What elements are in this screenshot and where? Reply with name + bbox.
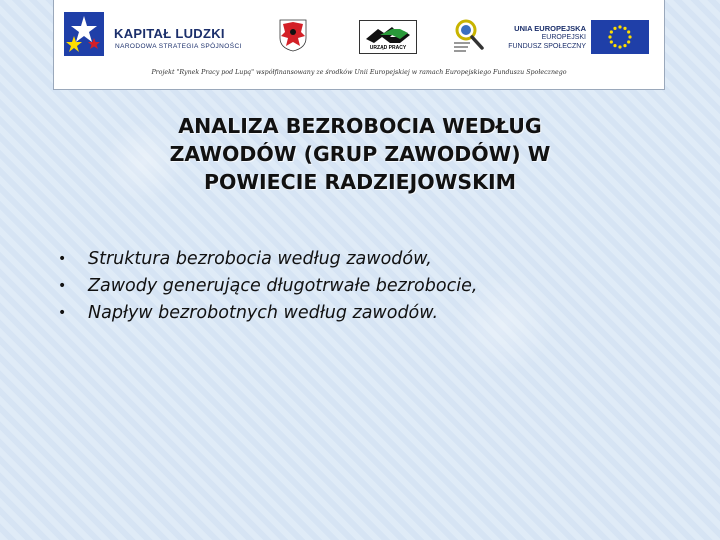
eu-star-icon bbox=[608, 35, 611, 38]
project-funding-line: Projekt "Rynek Pracy pod Lupą" współfinansowany ze środków Unii Europejskiej w ramach Europejskiego Funduszu Społecznego bbox=[151, 69, 567, 76]
eu-star-icon bbox=[618, 45, 621, 48]
list-item bbox=[58, 300, 477, 327]
eu-text bbox=[494, 24, 586, 51]
magnifier-project-logo-icon bbox=[452, 18, 486, 54]
eu-star-icon bbox=[623, 27, 626, 30]
kapital-ludzki-title: KAPITAŁ LUDZKI bbox=[114, 26, 225, 41]
eu-star-icon bbox=[627, 30, 630, 33]
eu-star-icon bbox=[610, 40, 613, 43]
title-line-3: POWIECIE RADZIEJOWSKIM bbox=[203, 170, 516, 194]
eu-star-icon bbox=[613, 44, 616, 47]
kujawsko-pomorskie-crest-icon bbox=[278, 18, 308, 52]
urzad-pracy-arrows-icon bbox=[360, 23, 416, 47]
page-title bbox=[100, 112, 620, 196]
list-item-text: Zawody generujące długotrwałe bezrobocie, bbox=[88, 276, 478, 296]
list-item bbox=[58, 246, 477, 273]
bullet-dot-icon: • bbox=[58, 251, 67, 267]
urzad-pracy-label: URZĄD PRACY bbox=[369, 45, 407, 51]
eu-line1: UNIA EUROPEJSKA bbox=[514, 24, 586, 33]
bullet-dot-icon: • bbox=[58, 278, 67, 294]
eu-star-icon bbox=[627, 40, 630, 43]
kapital-ludzki-subtitle: NARODOWA STRATEGIA SPÓJNOŚCI bbox=[115, 43, 242, 50]
eu-star-icon bbox=[618, 25, 621, 28]
eu-star-icon bbox=[623, 44, 626, 47]
header-banner bbox=[53, 0, 665, 90]
kapital-ludzki-stars-logo-icon bbox=[64, 12, 104, 56]
eu-line2: EUROPEJSKI bbox=[541, 34, 586, 41]
list-item-text: Napływ bezrobotnych według zawodów. bbox=[88, 303, 439, 323]
eu-star-icon bbox=[613, 27, 616, 30]
title-line-1: ANALIZA BEZROBOCIA WEDŁUG bbox=[178, 114, 542, 138]
urzad-pracy-logo bbox=[359, 20, 417, 54]
eu-star-icon bbox=[628, 35, 631, 38]
title-line-2: ZAWODÓW (GRUP ZAWODÓW) W bbox=[169, 142, 551, 166]
list-item bbox=[58, 273, 477, 300]
eu-star-icon bbox=[610, 30, 613, 33]
eu-flag-icon bbox=[591, 20, 649, 54]
bullet-list bbox=[58, 246, 477, 327]
eu-line3: FUNDUSZ SPOŁECZNY bbox=[508, 43, 586, 50]
bullet-dot-icon: • bbox=[58, 305, 67, 321]
list-item-text: Struktura bezrobocia według zawodów, bbox=[88, 249, 432, 269]
